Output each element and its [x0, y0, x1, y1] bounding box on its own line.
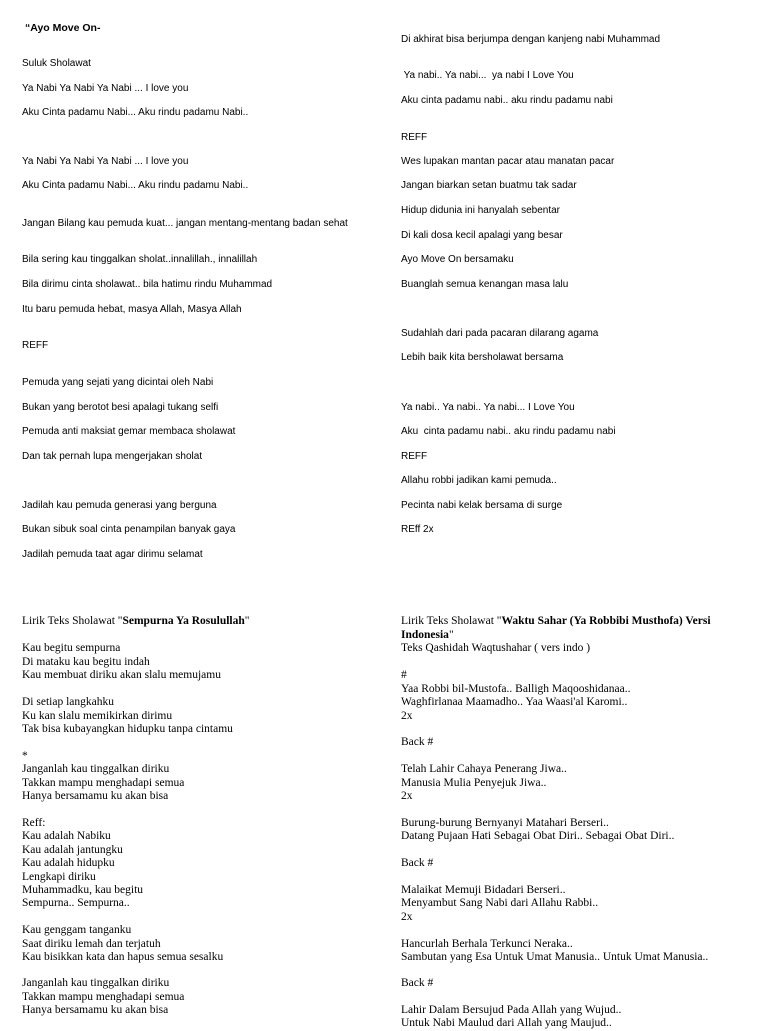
lyric-line: Pemuda anti maksiat gemar membaca sholawat [22, 426, 236, 437]
lyric-line: Ayo Move On bersamaku [401, 254, 514, 265]
lyric-line: Ku kan slalu memikirkan dirimu [22, 709, 173, 722]
reff-label: REFF [401, 451, 428, 462]
lyric-line: Kau adalah Nabiku [22, 830, 111, 842]
lyric-line: Kau genggam tanganku [22, 924, 132, 936]
song-title-ayo-move-on: “Ayo Move On- [25, 22, 101, 34]
lyric-line: Bila sering kau tinggalkan sholat..innalillah., innalillah [22, 254, 258, 265]
lyric-line: 2x [401, 910, 413, 923]
lyric-line: Kau adalah jantungku [22, 843, 123, 856]
lyric-line: # [401, 669, 407, 681]
song-title-sempurna [22, 615, 249, 629]
lyric-line: Dan tak pernah lupa mengerjakan sholat [22, 451, 203, 462]
lyric-line: Kau adalah hidupku [22, 857, 115, 869]
lyric-line: Pecinta nabi kelak bersama di surge [401, 500, 563, 511]
lyric-line: Aku Cinta padamu Nabi... Aku rindu padamu Nabi.. [22, 107, 249, 118]
lyric-line: Hanya bersamamu ku akan bisa [22, 1004, 169, 1016]
reff-label: REFF [401, 132, 428, 143]
lyric-line: Takkan mampu menghadapi semua [22, 990, 185, 1003]
lyric-line: Malaikat Memuji Bidadari Berseri.. [401, 884, 566, 896]
lyric-line: Janganlah kau tinggalkan diriku [22, 763, 170, 775]
lyric-line: Lebih baik kita bersholawat bersama [401, 352, 564, 363]
lyric-line: Waghfirlanaa Maamadho.. Yaa Waasi'al Karomi.. [401, 696, 628, 708]
lyric-line: Kau membuat diriku akan slalu memujamu [22, 669, 221, 681]
lyric-line: 2x [401, 790, 413, 802]
lyric-line: Jadilah kau pemuda generasi yang berguna [22, 500, 217, 511]
reff-label: REff 2x [401, 524, 434, 535]
lyric-line: Hancurlah Berhala Terkunci Neraka.. [401, 937, 573, 950]
lyric-line: Lahir Dalam Bersujud Pada Allah yang Wujud.. [401, 1004, 622, 1016]
lyric-line: Jadilah pemuda taat agar dirimu selamat [22, 549, 203, 560]
column-bottom-right [401, 0, 761, 1029]
lyric-line: Teks Qashidah Waqtushahar ( vers indo ) [401, 642, 591, 654]
lyric-line: * [22, 750, 28, 762]
lyric-line: Yaa Robbi bil-Mustofa.. Balligh Maqooshidanaa.. [401, 682, 631, 695]
reff-label: REFF [22, 340, 49, 351]
lyric-line: Jangan Bilang kau pemuda kuat... jangan mentang-mentang badan sehat [22, 218, 348, 229]
title-prefix: Lirik Teks Sholawat " [401, 615, 502, 627]
lyric-line: Di mataku kau begitu indah [22, 655, 150, 668]
lyric-line: Janganlah kau tinggalkan diriku [22, 977, 170, 989]
lyric-line: Buanglah semua kenangan masa lalu [401, 279, 569, 290]
lyric-line: Sudahlah dari pada pacaran dilarang agama [401, 328, 599, 339]
lyric-line: Menyambut Sang Nabi dari Allahu Rabbi.. [401, 897, 599, 909]
lyric-line: Tak bisa kubayangkan hidupku tanpa cintamu [22, 723, 233, 735]
lyric-line: Datang Pujaan Hati Sebagai Obat Diri.. Sebagai Obat Diri.. [401, 830, 675, 842]
lyric-line: Burung-burung Bernyanyi Matahari Berseri.. [401, 817, 609, 829]
lyric-line: Back # [401, 857, 434, 869]
lyric-line: Untuk Nabi Maulud dari Allah yang Maujud.. [401, 1017, 612, 1029]
column-bottom-left [22, 0, 382, 1024]
lyric-line: Aku cinta padamu nabi.. aku rindu padamu nabi [401, 426, 616, 437]
lyric-line: Bukan yang berotot besi apalagi tukang selfi [22, 402, 219, 413]
lyric-line: Wes lupakan mantan pacar atau manatan pacar [401, 156, 615, 167]
lyric-line: Di akhirat bisa berjumpa dengan kanjeng nabi Muhammad [401, 34, 661, 45]
lyric-line: Manusia Mulia Penyejuk Jiwa.. [401, 776, 547, 789]
lyric-line: Lengkapi diriku [22, 870, 96, 883]
lyric-line: Itu baru pemuda hebat, masya Allah, Masya Allah [22, 304, 242, 315]
lyric-line: Back # [401, 977, 434, 989]
lyric-line: Pemuda yang sejati yang dicintai oleh Nabi [22, 377, 214, 388]
lyric-line: Aku cinta padamu nabi.. aku rindu padamu nabi [401, 95, 613, 106]
lyric-line: Sambutan yang Esa Untuk Umat Manusia.. Untuk Umat Manusia.. [401, 951, 709, 963]
lyric-line: Takkan mampu menghadapi semua [22, 776, 185, 789]
lyric-line: Jangan biarkan setan buatmu tak sadar [401, 180, 577, 191]
lyric-line: Kau begitu sempurna [22, 642, 121, 654]
lyric-line: Telah Lahir Cahaya Penerang Jiwa.. [401, 763, 567, 775]
lyric-line: Saat diriku lemah dan terjatuh [22, 937, 161, 950]
lyric-line: Muhammadku, kau begitu [22, 884, 144, 896]
lyric-line: Kau bisikkan kata dan hapus semua sesalku [22, 951, 224, 963]
lyric-line: Ya nabi.. Ya nabi... ya nabi I Love You [401, 70, 574, 81]
lyric-line: Ya Nabi Ya Nabi Ya Nabi ... I love you [22, 83, 189, 94]
lyric-line: Hidup didunia ini hanyalah sebentar [401, 205, 561, 216]
title-prefix: Lirik Teks Sholawat " [22, 615, 123, 627]
lyric-line: Di kali dosa kecil apalagi yang besar [401, 230, 563, 241]
title-suffix: " [448, 628, 454, 641]
reff-label: Reff: [22, 817, 46, 829]
lyric-line: Ya nabi.. Ya nabi.. Ya nabi... I Love You [401, 402, 575, 413]
lyric-line: Di setiap langkahku [22, 696, 114, 708]
lyric-line: Sempurna.. Sempurna.. [22, 897, 130, 909]
lyric-line: Bukan sibuk soal cinta penampilan banyak gaya [22, 524, 236, 535]
lyric-line: Back # [401, 736, 434, 748]
lyric-line: Ya Nabi Ya Nabi Ya Nabi ... I love you [22, 156, 189, 167]
lyric-line: Allahu robbi jadikan kami pemuda.. [401, 475, 557, 486]
title-suffix: " [244, 615, 250, 627]
lyric-line: Bila dirimu cinta sholawat.. bila hatimu rindu Muhammad [22, 279, 273, 290]
lyric-line: Aku Cinta padamu Nabi... Aku rindu padamu Nabi.. [22, 180, 249, 191]
lyric-line: Hanya bersamamu ku akan bisa [22, 790, 169, 802]
title-bold: Sempurna Ya Rosulullah [122, 615, 245, 627]
lyric-line: 2x [401, 709, 413, 722]
lyric-line: Suluk Sholawat [22, 58, 91, 69]
title-bold: Waktu Sahar (Ya Robbibi Musthofa) Versi Indonesia [401, 615, 711, 641]
song-title-waktu-sahar [401, 615, 741, 642]
